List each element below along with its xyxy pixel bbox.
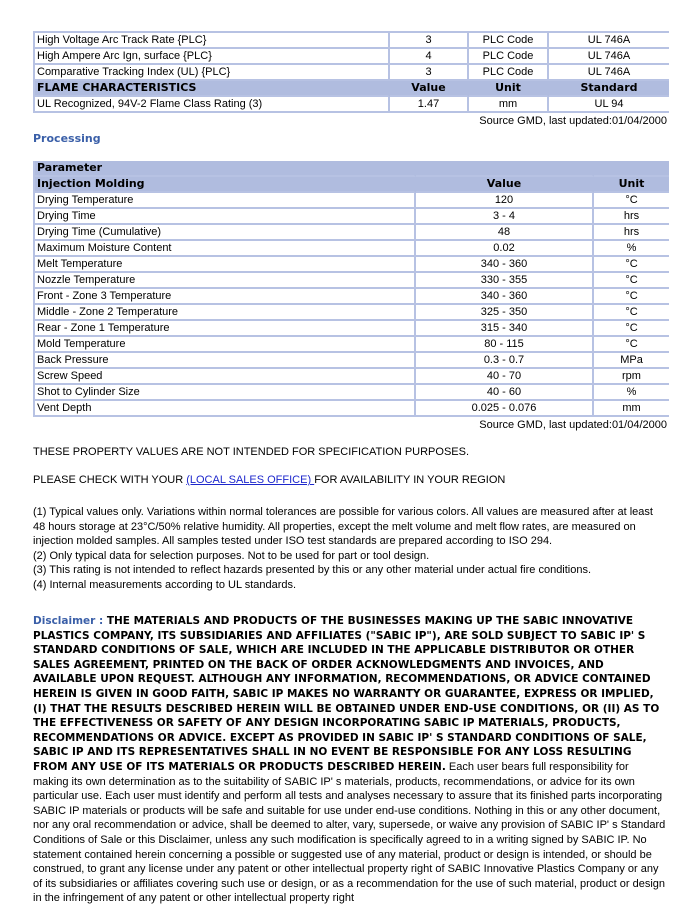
column-header-standard: Standard: [549, 81, 669, 97]
column-header-value: Value: [416, 177, 594, 193]
table-row: [35, 241, 669, 257]
parameter-label: Maximum Moisture Content: [35, 241, 416, 257]
parameter-label: Vent Depth: [35, 401, 416, 417]
property-label: High Voltage Arc Track Rate {PLC}: [35, 33, 390, 49]
column-header-unit: Unit: [469, 81, 549, 97]
datasheet-page: [33, 31, 667, 906]
table-row: [35, 337, 669, 353]
section-header-label: FLAME CHARACTERISTICS: [35, 81, 390, 97]
parameter-unit: MPa: [594, 353, 669, 369]
processing-header-group: [35, 177, 669, 193]
parameter-value: 40 - 60: [416, 385, 594, 401]
property-value: 3: [390, 33, 469, 49]
table-row: [35, 289, 669, 305]
parameter-label: Mold Temperature: [35, 337, 416, 353]
parameter-label: Nozzle Temperature: [35, 273, 416, 289]
table-row: [35, 33, 669, 49]
table-row: [35, 97, 669, 113]
parameter-label: Middle - Zone 2 Temperature: [35, 305, 416, 321]
parameter-label: Front - Zone 3 Temperature: [35, 289, 416, 305]
property-standard: UL 746A: [549, 65, 669, 81]
parameter-unit: rpm: [594, 369, 669, 385]
property-unit: PLC Code: [469, 33, 549, 49]
parameter-unit: °C: [594, 337, 669, 353]
availability-prefix: PLEASE CHECK WITH YOUR: [33, 474, 187, 486]
property-unit: mm: [469, 97, 549, 113]
table-row: [35, 65, 669, 81]
property-standard: UL 746A: [549, 49, 669, 65]
parameter-unit: %: [594, 241, 669, 257]
property-label: UL Recognized, 94V-2 Flame Class Rating (3): [35, 97, 390, 113]
footnote-1: (1) Typical values only. Variations within normal tolerances are possible for various colors. All values are measured after at least 48 hours storage at 23°C/50% relative humidity. All properties, except the melt volume and melt flow rates, are measured on injection molded samples. All samples tested under ISO test standards are prepared according to ISO 294.: [33, 506, 653, 547]
parameter-label: Melt Temperature: [35, 257, 416, 273]
footnote-3: (3) This rating is not intended to reflect hazards presented by this or any other material under actual fire conditions.: [33, 564, 592, 576]
source-note: Source GMD, last updated:01/04/2000: [479, 419, 667, 431]
property-value: 4: [390, 49, 469, 65]
section-title-processing: Processing: [33, 132, 101, 145]
properties-table: [33, 31, 669, 113]
parameter-value: 120: [416, 193, 594, 209]
table-row: [35, 225, 669, 241]
table-row: [35, 273, 669, 289]
group-header-injection-molding: Injection Molding: [35, 177, 416, 193]
parameter-unit: °C: [594, 289, 669, 305]
parameter-label: Drying Time: [35, 209, 416, 225]
column-header-unit: Unit: [594, 177, 669, 193]
source-note: Source GMD, last updated:01/04/2000: [479, 115, 667, 127]
parameter-value: 340 - 360: [416, 257, 594, 273]
table-row: [35, 209, 669, 225]
processing-table: [33, 161, 669, 417]
property-value: 1.47: [390, 97, 469, 113]
parameter-unit: mm: [594, 401, 669, 417]
parameter-value: 48: [416, 225, 594, 241]
processing-header-parameter: [35, 161, 669, 177]
table-row: [35, 401, 669, 417]
parameter-value: 325 - 350: [416, 305, 594, 321]
table-row: [35, 321, 669, 337]
footnotes: [33, 505, 667, 592]
parameter-label: Drying Time (Cumulative): [35, 225, 416, 241]
header-spacer: [416, 161, 594, 177]
parameter-value: 0.025 - 0.076: [416, 401, 594, 417]
footnote-4: (4) Internal measurements according to UL standards.: [33, 578, 297, 591]
property-unit: PLC Code: [469, 49, 549, 65]
parameter-value: 0.3 - 0.7: [416, 353, 594, 369]
table-row: [35, 49, 669, 65]
local-sales-office-link[interactable]: (LOCAL SALES OFFICE): [186, 474, 315, 486]
disclaimer-bold-text: THE MATERIALS AND PRODUCTS OF THE BUSINESSES MAKING UP THE SABIC INNOVATIVE PLASTICS COMPANY, ITS SUBSIDIARIES AND AFFILIATES ("SABIC IP"), ARE SOLD SUBJECT TO SABIC IP' S STANDARD CONDITIONS OF SALE, WHICH ARE INCLUDED IN THE APPLICABLE DISTRIBUTOR OR OTHER SALES AGREEMENT, PRINTED ON THE BACK OF ORDER ACKNOWLEDGMENTS AND INVOICES, AND AVAILABLE UPON REQUEST. ALTHOUGH ANY INFORMATION, RECOMMENDATIONS, OR ADVICE CONTAINED HEREIN IS GIVEN IN GOOD FAITH, SABIC IP MAKES NO WARRANTY OR GUARANTEE, EXPRESS OR IMPLIED, (I) THAT THE RESULTS DESCRIBED HEREIN WILL BE OBTAINED UNDER END-USE CONDITIONS, OR (II) AS TO THE EFFECTIVENESS OR SAFETY OF ANY DESIGN INCORPORATING SABIC IP MATERIALS, PRODUCTS, RECOMMENDATIONS OR ADVICE. EXCEPT AS PROVIDED IN SABIC IP' S STANDARD CONDITIONS OF SALE, SABIC IP AND ITS REPRESENTATIVES SHALL IN NO EVENT BE RESPONSIBLE FOR ANY LOSS RESULTING FROM ANY USE OF ITS MATERIALS OR PRODUCTS DESCRIBED HEREIN.: [33, 615, 660, 773]
table-row: [35, 305, 669, 321]
table-row: [35, 369, 669, 385]
specification-notice: THESE PROPERTY VALUES ARE NOT INTENDED FOR SPECIFICATION PURPOSES.: [33, 446, 470, 458]
parameter-label: Shot to Cylinder Size: [35, 385, 416, 401]
disclaimer: [33, 614, 667, 906]
parameter-unit: %: [594, 385, 669, 401]
availability-notice: [33, 473, 667, 487]
property-standard: UL 94: [549, 97, 669, 113]
disclaimer-body-text: Each user bears full responsibility for making its own determination as to the suitability of SABIC IP' s materials, products, recommendations, or advice for its own particular use. Each user must identify and perform all tests and analyses necessary to assure that its finished parts incorporating SABIC IP materials or products will be safe and suitable for use under end-use conditions. Nothing in this or any other document, nor any oral recommendation or advice, shall be deemed to alter, vary, supersede, or waive any provision of SABIC IP' s Standard Conditions of Sale or this Disclaimer, unless any such modification is specifically agreed to in a writing signed by SABIC IP. No statement contained herein concerning a possible or suggested use of any material, product or design is intended, or should be construed, to grant any license under any patent or other intellectual property right of SABIC Innovative Plastics Company or any of its subsidiaries or affiliates covering such use or design, or as a recommendation for the use of such material, product or design in the infringement of any patent or other intellectual property right: [33, 760, 666, 905]
parameter-label: Drying Temperature: [35, 193, 416, 209]
parameter-label: Back Pressure: [35, 353, 416, 369]
parameter-unit: °C: [594, 273, 669, 289]
property-value: 3: [390, 65, 469, 81]
parameter-value: 315 - 340: [416, 321, 594, 337]
table-row: [35, 385, 669, 401]
parameter-label: Screw Speed: [35, 369, 416, 385]
property-unit: PLC Code: [469, 65, 549, 81]
parameter-unit: °C: [594, 257, 669, 273]
table-row: [35, 257, 669, 273]
footnote-2: (2) Only typical data for selection purposes. Not to be used for part or tool design.: [33, 549, 430, 562]
property-label: High Ampere Arc Ign, surface {PLC}: [35, 49, 390, 65]
property-standard: UL 746A: [549, 33, 669, 49]
parameter-unit: °C: [594, 305, 669, 321]
parameter-value: 0.02: [416, 241, 594, 257]
flame-characteristics-header: [35, 81, 669, 97]
parameter-value: 40 - 70: [416, 369, 594, 385]
availability-suffix: FOR AVAILABILITY IN YOUR REGION: [314, 474, 506, 486]
parameter-value: 330 - 355: [416, 273, 594, 289]
parameter-value: 340 - 360: [416, 289, 594, 305]
parameter-value: 3 - 4: [416, 209, 594, 225]
table-row: [35, 353, 669, 369]
parameter-unit: hrs: [594, 225, 669, 241]
parameter-value: 80 - 115: [416, 337, 594, 353]
property-label: Comparative Tracking Index (UL) {PLC}: [35, 65, 390, 81]
column-header-parameter: Parameter: [35, 161, 416, 177]
parameter-unit: °C: [594, 321, 669, 337]
table-row: [35, 193, 669, 209]
parameter-unit: hrs: [594, 209, 669, 225]
parameter-label: Rear - Zone 1 Temperature: [35, 321, 416, 337]
column-header-value: Value: [390, 81, 469, 97]
header-spacer: [594, 161, 669, 177]
parameter-unit: °C: [594, 193, 669, 209]
disclaimer-label: Disclaimer :: [33, 615, 107, 627]
